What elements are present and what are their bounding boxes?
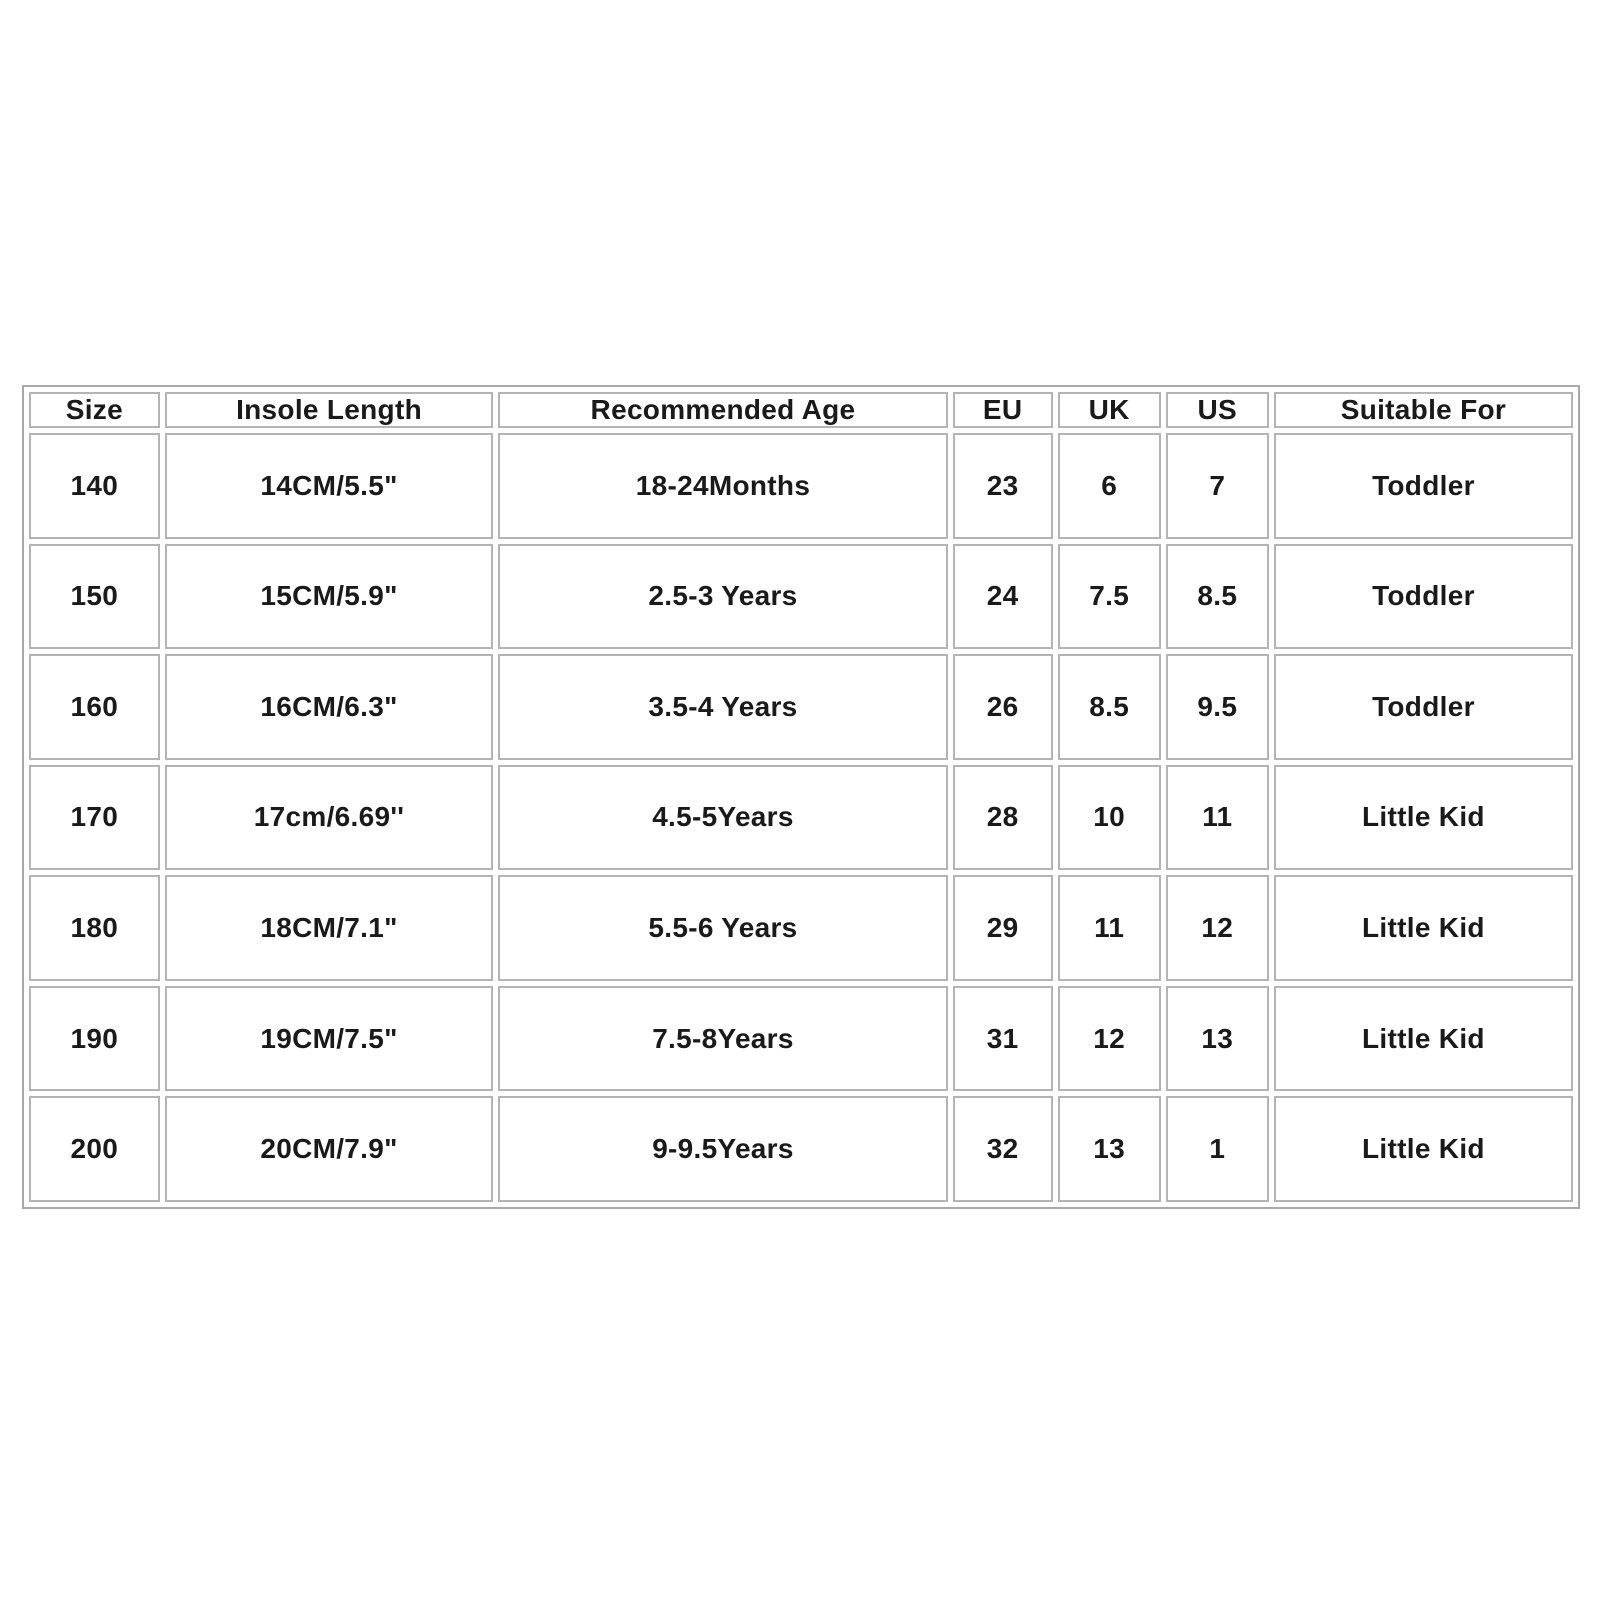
cell-insole-length: 19CM/7.5"	[165, 986, 494, 1092]
cell-recommended-age: 4.5-5Years	[498, 765, 947, 871]
cell-recommended-age: 9-9.5Years	[498, 1096, 947, 1202]
header-uk: UK	[1058, 392, 1161, 428]
cell-us: 11	[1166, 765, 1269, 871]
cell-recommended-age: 3.5-4 Years	[498, 654, 947, 760]
cell-size: 190	[29, 986, 160, 1092]
header-size: Size	[29, 392, 160, 428]
cell-eu: 23	[953, 433, 1053, 539]
cell-eu: 31	[953, 986, 1053, 1092]
cell-suitable-for: Toddler	[1274, 433, 1573, 539]
table-row	[29, 986, 1573, 1092]
cell-size: 170	[29, 765, 160, 871]
cell-insole-length: 18CM/7.1"	[165, 875, 494, 981]
header-recommended-age: Recommended Age	[498, 392, 947, 428]
cell-insole-length: 17cm/6.69''	[165, 765, 494, 871]
cell-insole-length: 16CM/6.3"	[165, 654, 494, 760]
cell-recommended-age: 2.5-3 Years	[498, 544, 947, 650]
cell-size: 160	[29, 654, 160, 760]
cell-eu: 32	[953, 1096, 1053, 1202]
cell-us: 9.5	[1166, 654, 1269, 760]
cell-uk: 8.5	[1058, 654, 1161, 760]
header-us: US	[1166, 392, 1269, 428]
cell-eu: 24	[953, 544, 1053, 650]
cell-size: 150	[29, 544, 160, 650]
cell-insole-length: 20CM/7.9"	[165, 1096, 494, 1202]
cell-insole-length: 15CM/5.9"	[165, 544, 494, 650]
cell-uk: 7.5	[1058, 544, 1161, 650]
cell-suitable-for: Little Kid	[1274, 875, 1573, 981]
cell-size: 140	[29, 433, 160, 539]
table-row	[29, 544, 1573, 650]
table-row	[29, 433, 1573, 539]
cell-us: 12	[1166, 875, 1269, 981]
table-row	[29, 875, 1573, 981]
cell-us: 8.5	[1166, 544, 1269, 650]
header-row	[29, 392, 1573, 428]
cell-suitable-for: Little Kid	[1274, 765, 1573, 871]
cell-uk: 6	[1058, 433, 1161, 539]
header-insole-length: Insole Length	[165, 392, 494, 428]
table-row	[29, 1096, 1573, 1202]
cell-uk: 11	[1058, 875, 1161, 981]
cell-recommended-age: 5.5-6 Years	[498, 875, 947, 981]
cell-suitable-for: Toddler	[1274, 544, 1573, 650]
cell-eu: 29	[953, 875, 1053, 981]
cell-us: 13	[1166, 986, 1269, 1092]
cell-us: 1	[1166, 1096, 1269, 1202]
cell-size: 200	[29, 1096, 160, 1202]
size-chart-table	[22, 385, 1580, 1209]
cell-uk: 12	[1058, 986, 1161, 1092]
cell-eu: 26	[953, 654, 1053, 760]
cell-us: 7	[1166, 433, 1269, 539]
cell-uk: 10	[1058, 765, 1161, 871]
cell-recommended-age: 18-24Months	[498, 433, 947, 539]
cell-suitable-for: Little Kid	[1274, 1096, 1573, 1202]
cell-uk: 13	[1058, 1096, 1161, 1202]
cell-suitable-for: Little Kid	[1274, 986, 1573, 1092]
header-suitable-for: Suitable For	[1274, 392, 1573, 428]
table-row	[29, 765, 1573, 871]
cell-suitable-for: Toddler	[1274, 654, 1573, 760]
cell-eu: 28	[953, 765, 1053, 871]
table-row	[29, 654, 1573, 760]
cell-size: 180	[29, 875, 160, 981]
cell-insole-length: 14CM/5.5"	[165, 433, 494, 539]
cell-recommended-age: 7.5-8Years	[498, 986, 947, 1092]
header-eu: EU	[953, 392, 1053, 428]
